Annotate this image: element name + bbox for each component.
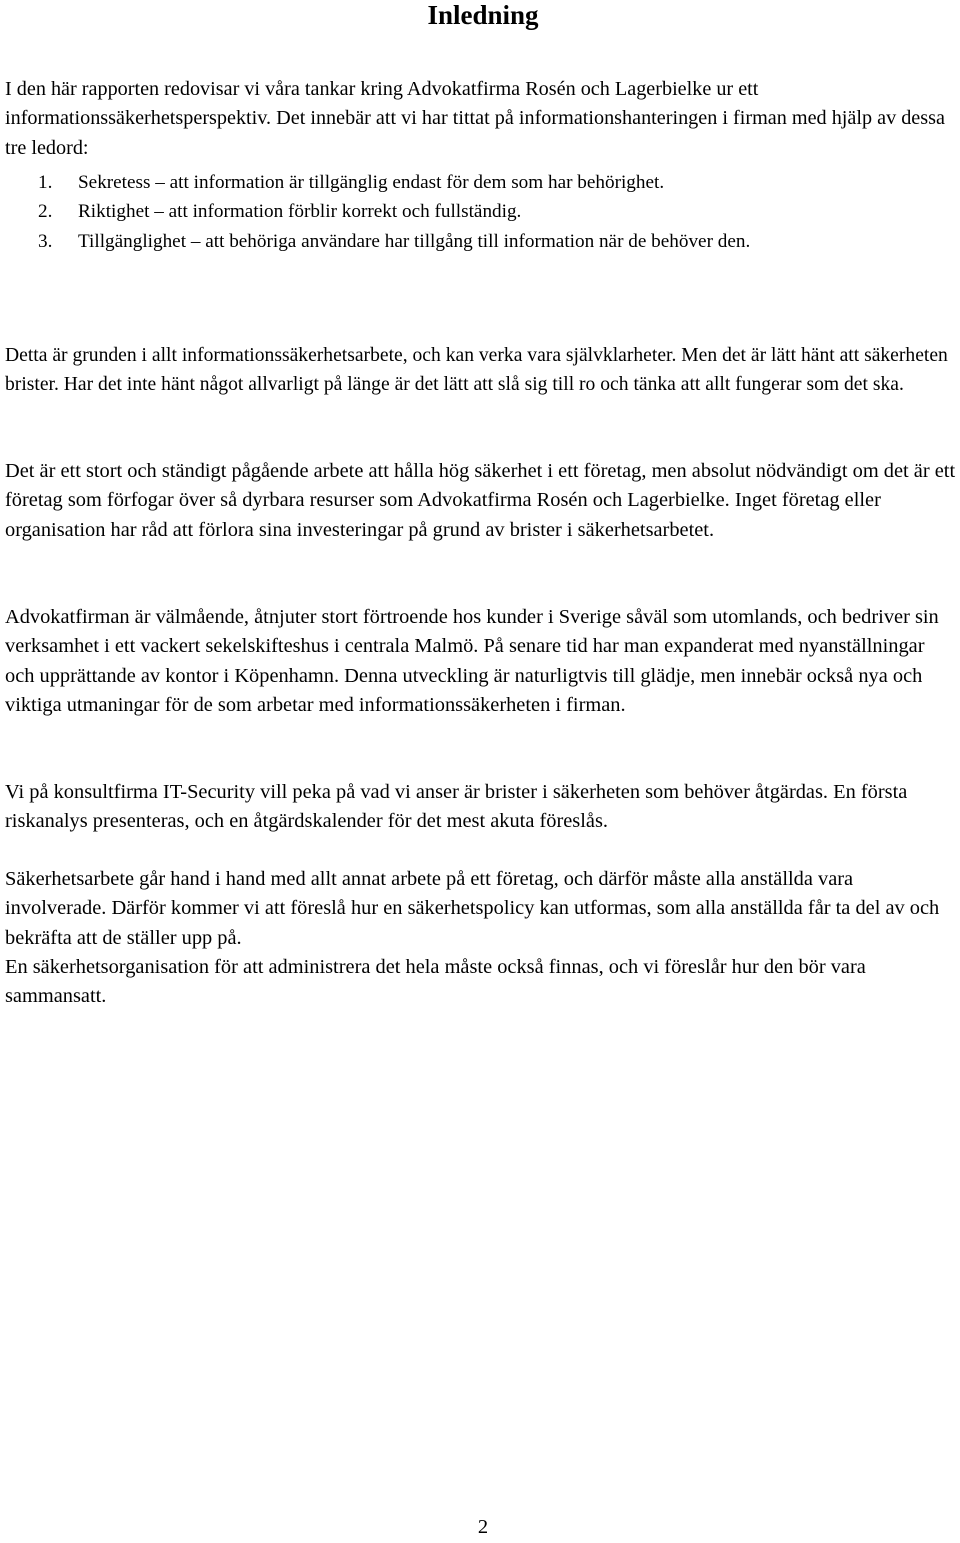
body-paragraph: Det är ett stort och ständigt pågående arbete att hålla hög säkerhet i ett företag, men absolut nödvändigt om det är ett företag som förfogar över så dyrbara resurser som Advokatfirma Rosén och Lagerbielke. Inget företag eller organisation har råd att förlora sina investeringar på grund av brister i säkerhetsarbetet. [5, 460, 956, 541]
page-number: 2 [477, 1516, 489, 1538]
list-item [38, 197, 938, 226]
body-paragraph: Säkerhetsarbete går hand i hand med allt annat arbete på ett företag, och därför måste alla anställda vara involverade. Därför kommer vi att föreslå hur en säkerhetspolicy kan utformas, som alla anställda får ta del av och bekräfta att de ställer upp på. [5, 868, 940, 949]
list-item-text: Sekretess – att information är tillgänglig endast för dem som har behörighet. [78, 172, 665, 193]
page-title: Inledning [427, 0, 539, 30]
list-item-text: Riktighet – att information förblir korrekt och fullständig. [78, 201, 522, 223]
list-item-text: Tillgänglighet – att behöriga användare har tillgång till information när de behöver den. [78, 230, 751, 252]
body-paragraph: Vi på konsultfirma IT-Security vill peka på vad vi anser är brister i säkerheten som behöver åtgärdas. En första riskanalys presenteras, och en åtgärdskalender för det mest akuta föreslås. [5, 781, 908, 833]
list-item-number: 2. [38, 201, 53, 223]
list-item [38, 168, 938, 197]
body-paragraph: Advokatfirman är välmående, åtnjuter stort förtroende hos kunder i Sverige såväl som utomlands, och bedriver sin verksamhet i ett vackert sekelskifteshus i centrala Malmö. På senare tid har man expanderat med nyanställningar och upprättande av kontor i Köpenhamn. Denna utveckling är naturligtvis till glädje, men innebär också nya och viktiga utmaningar för de som arbetar med informationssäkerheten i firman. [5, 606, 939, 716]
body-paragraph: Detta är grunden i allt informationssäkerhetsarbete, och kan verka vara självklarheter. Men det är lätt hänt att säkerheten brister. Har det inte hänt något allvarligt på länge är det lätt att slå sig till ro och tänka att allt fungerar som det ska. [5, 345, 948, 396]
body-paragraph: En säkerhetsorganisation för att administrera det hela måste också finnas, och vi föreslår hur den bör vara sammansatt. [5, 956, 866, 1008]
ledord-list [38, 168, 938, 256]
list-item-number: 1. [38, 172, 53, 193]
intro-paragraph: I den här rapporten redovisar vi våra tankar kring Advokatfirma Rosén och Lagerbielke ur ett informationssäkerhetsperspektiv. Det innebär att vi har tittat på informationshanteringen i firman med hjälp av dessa tre ledord: [5, 78, 945, 159]
list-item [38, 227, 938, 256]
list-item-number: 3. [38, 230, 53, 252]
